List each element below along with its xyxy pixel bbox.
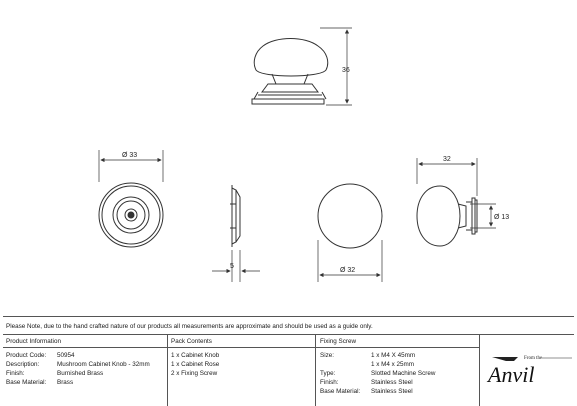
divider-3 — [479, 334, 480, 406]
divider-2 — [315, 334, 316, 406]
screw-size-value-2: 1 x M4 x 25mm — [371, 361, 415, 368]
screw-base-material-value: Stainless Steel — [371, 388, 413, 395]
base-material-label: Base Material: — [6, 379, 47, 386]
finish-value: Burnished Brass — [57, 370, 104, 377]
screw-type-value: Slotted Machine Screw — [371, 370, 436, 377]
logo-brand: Anvil — [488, 362, 535, 387]
pack-item: 2 x Fixing Screw — [171, 370, 218, 377]
fixing-screw-heading: Fixing Screw — [320, 338, 357, 345]
product-information-heading: Product Information — [6, 338, 61, 345]
knob-top-view — [318, 184, 382, 248]
pack-item: 1 x Cabinet Rose — [171, 361, 220, 368]
screw-base-material-label: Base Material: — [320, 388, 361, 395]
rose-plan-view — [99, 183, 163, 247]
screw-finish-value: Stainless Steel — [371, 379, 413, 386]
height-dimension — [320, 28, 352, 105]
screw-size-label: Size: — [320, 352, 334, 359]
disclaimer-note: Please Note, due to the hand crafted nature of our products all measurements are approximate and should be used as a guide only. — [6, 323, 373, 330]
knob-diameter-dimension — [318, 240, 382, 282]
rose-thickness-dimension — [212, 250, 260, 282]
pack-item: 1 x Cabinet Knob — [171, 352, 220, 359]
rose-diameter-dimension — [99, 150, 163, 182]
side-length-label: 32 — [443, 156, 451, 163]
description-label: Description: — [6, 361, 40, 368]
front-elevation-view — [252, 39, 328, 105]
product-code-value: 50954 — [57, 352, 75, 359]
knob-side-view — [417, 186, 477, 246]
screw-size-value-1: 1 x M4 X 45mm — [371, 352, 416, 359]
divider-1 — [167, 334, 168, 406]
pack-contents-heading: Pack Contents — [171, 338, 212, 345]
screw-type-label: Type: — [320, 370, 336, 377]
height-label: 36 — [342, 67, 350, 74]
rose-side-view — [230, 185, 240, 247]
rose-diameter-label: Ø 33 — [122, 152, 138, 159]
stem-diameter-dimension — [470, 204, 509, 228]
stem-diameter-label: Ø 13 — [494, 214, 510, 221]
product-code-label: Product Code: — [6, 352, 47, 359]
logo-tagline: From the — [524, 356, 543, 361]
finish-label: Finish: — [6, 370, 25, 377]
anvil-logo — [484, 350, 574, 390]
anvil-icon — [492, 357, 518, 361]
base-material-value: Brass — [57, 379, 74, 386]
heading-rule — [3, 347, 479, 348]
description-value: Mushroom Cabinet Knob - 32mm — [57, 361, 150, 368]
screw-finish-label: Finish: — [320, 379, 339, 386]
note-rule — [3, 334, 574, 335]
side-length-dimension — [417, 156, 477, 196]
knob-diameter-label: Ø 32 — [340, 267, 356, 274]
rose-thickness-label: 5 — [230, 263, 234, 270]
top-rule — [3, 316, 574, 317]
